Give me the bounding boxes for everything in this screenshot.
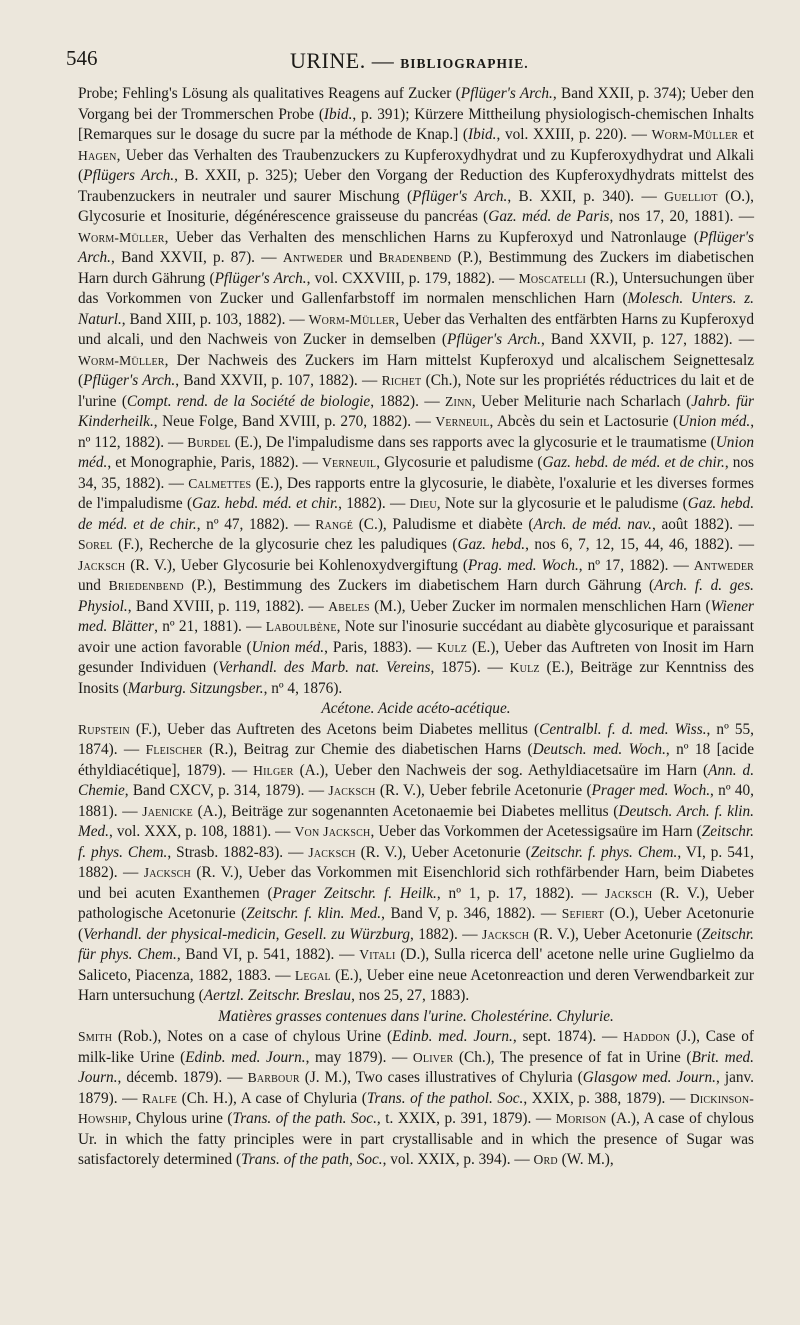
journal-title: Zeitschr. f. phys. Chem. (530, 843, 678, 861)
citation-text: , nº 18 [acide éthyldiacétique], 1879). — (78, 741, 754, 779)
journal-title: Trans. of the path, Soc. (241, 1151, 383, 1168)
citation-text: , may 1879). — (305, 1048, 413, 1066)
author-name: Worm-Müller (78, 352, 165, 368)
citation-text: (D.), Sulla ricerca dell' acetone nelle urine Guglielmo da Saliceto, Piacenza, 1882, 1883. — (78, 946, 754, 984)
citation-text: , nº 4, 1876). (263, 679, 343, 697)
citation-text: (Rob.), Notes on a case of chylous Urine ( (112, 1028, 393, 1045)
journal-title: Marburg. Sitzungsber. (127, 679, 264, 697)
journal-title: Pflüger's Arch. (447, 331, 541, 348)
author-name: Dieu (409, 496, 437, 511)
citation-text: , nos 6, 7, 12, 15, 44, 46, 1882). — (525, 536, 755, 553)
citation-text: , 1882). — (409, 925, 482, 943)
citation-text: (A.), Ueber den Nachweis der sog. Aethyldiacetsaüre im Harn ( (293, 761, 709, 779)
citation-text: , Glycosurie et paludisme ( (376, 454, 543, 471)
author-name: Hilger (253, 762, 294, 778)
author-name: Jacksch (328, 783, 376, 798)
citation-text: (J.), Case of milk-like Urine ( (78, 1028, 754, 1066)
journal-title: Pflügers Arch. (83, 167, 175, 184)
author-name: Kulz (509, 660, 540, 675)
author-name: Fleischer (145, 742, 203, 757)
citation-text: , 1875). — (430, 659, 510, 676)
citation-text: , nos 17, 20, 1881). — (609, 208, 754, 225)
author-name: Burdel (187, 434, 231, 450)
bibliography-paragraph-chyluria (78, 1027, 754, 1171)
author-name: Worm-Müller (308, 311, 396, 327)
citation-text: (R.), Beitrag zur Chemie des diabetischen Harns ( (202, 741, 533, 758)
journal-title: Brit. med. Journ. (78, 1048, 754, 1086)
section-title-fats: Matières grasses contenues dans l'urine. Cholestérine. Chylurie. (218, 1007, 614, 1025)
running-title: URINE. (290, 48, 366, 73)
author-name: Zinn (445, 393, 472, 409)
journal-title: Arch. de méd. nav. (533, 515, 652, 533)
journal-title: Zeitschr. für phys. Chem. (78, 925, 754, 963)
citation-text: , sept. 1874). — (512, 1028, 624, 1045)
citation-text: , Band XXVII, p. 107, 1882). — (175, 372, 382, 389)
journal-title: Deutsch. Arch. f. klin. Med. (78, 802, 754, 840)
journal-title: Zeitschr. f. phys. Chem. (78, 823, 754, 861)
journal-title: Pflüger's Arch. (78, 228, 754, 266)
author-name: Worm-Müller (651, 127, 739, 142)
citation-text: (R. V.), Ueber Acetonurie ( (355, 843, 531, 861)
journal-title: Ann. d. Chemie (78, 761, 755, 799)
citation-text: , Band XXVII, p. 87). — (111, 249, 283, 266)
author-name: Jaenicke (142, 803, 193, 819)
citation-text: , Note sur la glycosurie et le paludisme ( (436, 495, 688, 512)
section-title-acetone: Acétone. Acide acéto-acétique. (321, 700, 511, 717)
citation-text: (F.), Recherche de la glycosurie chez les paludiques ( (112, 536, 458, 553)
author-name: Jacksch (605, 885, 653, 901)
bibliography-paragraph-sugar (78, 84, 754, 699)
citation-text: , Ueber Meliturie nach Scharlach ( (471, 392, 692, 410)
author-name: Vitali (359, 947, 396, 962)
author-name: Moscatelli (518, 270, 586, 286)
citation-text: , Band XXII, p. 374); Ueber den Vorgang bei der Trommerschen Probe ( (78, 85, 754, 123)
citation-text: (A.), A case of chylous Ur. in which the fatty principles were in part crystallisable and in which the presence of Sugar was satisfactorely determined ( (78, 1110, 754, 1168)
citation-text: , Ueber das Verhalten des entfärbten Harns zu Kupferoxyd und alcali, und den Nachweis von Zucker in demselben ( (78, 310, 754, 348)
citation-text: (R. V.), Ueber febrile Acetonurie ( (375, 782, 592, 799)
author-name: Haddon (623, 1029, 671, 1044)
citation-text: (F.), Ueber das Auftreten des Acetons beim Diabetes mellitus ( (129, 720, 540, 738)
journal-title: Gaz. hebd. de méd. et de chir. (78, 495, 755, 533)
author-name: Antweder (693, 557, 754, 573)
citation-text: , 1882). — (370, 392, 446, 410)
citation-text: et (738, 126, 754, 143)
citation-text: , Note sur l'inosurie succédant au diabète glycosurique et paraissant avoir une action favorable ( (78, 618, 755, 656)
citation-text: (E.), Beiträge zur Kenntniss des Inosits ( (78, 659, 754, 697)
citation-text: und (343, 249, 379, 266)
journal-title: Trans. of the path. Soc. (232, 1110, 377, 1127)
journal-title: Glasgow med. Journ. (582, 1069, 716, 1086)
citation-text: , nº 47, 1882). — (196, 515, 316, 533)
journal-title: Edinb. med. Journ. (185, 1048, 306, 1066)
citation-text: (W. M.), (557, 1151, 614, 1168)
running-subtitle: BIBLIOGRAPHIE. (400, 56, 529, 71)
running-head (290, 48, 529, 74)
author-name: Oliver (412, 1049, 454, 1065)
author-name: Ralfe (142, 1090, 178, 1106)
journal-title: Arch. f. d. ges. Physiol. (78, 577, 754, 615)
citation-text: Probe; Fehling's Lösung als qualitatives Reagens auf Zucker ( (78, 85, 461, 102)
page-number: 546 (66, 46, 98, 70)
citation-text: , vol. CXXVIII, p. 179, 1882). — (306, 269, 519, 287)
citation-text: , nos 34, 35, 1882). — (78, 454, 754, 492)
citation-text: , p. 391); Kürzere Mittheilung physiologisch-chemischen Inhalts [Remarques sur le dosage du sucre par la méthode de Knap.] ( (78, 105, 755, 143)
citation-text: , Paris, 1883). — (324, 638, 438, 656)
citation-text: (P.), Bestimmung des Zuckers im diabetischen Harn durch Gährung ( (78, 249, 754, 287)
author-name: Morison (555, 1111, 607, 1126)
citation-text: , Band VI, p. 541, 1882). — (176, 946, 360, 963)
author-name: Jacksch (143, 865, 191, 880)
journal-title: Pflüger's Arch. (460, 85, 553, 102)
citation-text: (R. V.), Ueber Glycosurie bei Kohlenoxydvergiftung ( (125, 556, 468, 574)
citation-text: , vol. XXIII, p. 220). — (496, 126, 652, 143)
author-name: Barbour (247, 1070, 300, 1085)
author-name: Verneuil (322, 455, 377, 470)
citation-text: , Band V, p. 346, 1882). — (381, 905, 562, 922)
citation-text: , Ueber das Verhalten des menschlichen Harns zu Kupferoxyd und Natronlauge ( (164, 228, 699, 246)
journal-title: Prager med. Woch. (591, 782, 711, 799)
citation-text: (J. M.), Two cases illustratives of Chyluria ( (299, 1069, 583, 1086)
citation-text: , décemb. 1879). — (117, 1069, 248, 1086)
citation-text: , nº 1, p. 17, 1882). — (436, 884, 606, 902)
citation-text: , Chylous urine ( (127, 1110, 233, 1127)
author-name: Smith (78, 1029, 113, 1044)
citation-text: , Strasb. 1882-83). — (167, 843, 309, 861)
author-name: Calmettes (188, 475, 252, 491)
author-name: Abeles (328, 598, 370, 614)
citation-text: (Ch.), The presence of fat in Urine ( (453, 1048, 692, 1066)
journal-title: Prager Zeitschr. f. Heilk. (272, 884, 437, 902)
author-name: Jacksch (308, 844, 356, 860)
citation-text: , et Monographie, Paris, 1882). — (107, 454, 323, 471)
citation-text: (O.), Glycosurie et Inositurie, dégénérescence graisseuse du pancréas ( (78, 187, 754, 225)
author-name: Bradenbend (378, 250, 452, 265)
citation-text: (A.), Beiträge zur sogenannten Acetonaemie bei Diabetes mellitus ( (192, 802, 619, 820)
running-dash: — (365, 48, 401, 73)
journal-title: Pflüger's Arch. (83, 372, 176, 389)
citation-text: , nº 40, 1881). — (78, 782, 754, 820)
citation-text: , Ueber das Verhalten des Traubenzuckers zu Kupferoxydhydrat und zu Kupferoxydhydrat und Alkali ( (78, 146, 754, 184)
citation-text: (Ch.), Note sur les propriétés réductrices du lait et de l'urine ( (78, 372, 754, 410)
author-name: Briedenbend (108, 578, 184, 593)
author-name: Ord (533, 1152, 558, 1167)
journal-title: Compt. rend. de la Société de biologie (126, 392, 371, 410)
citation-text: (E.), Ueber eine neue Acetonreaction und deren Verwendbarkeit zur Harn untersuchung ( (78, 966, 755, 1004)
journal-title: Pflüger's Arch. (412, 187, 508, 205)
citation-text: , B. XXII, p. 325); Ueber den Vorgang der Reduction des Kupferoxydhydrats mittelst des Traubenzuckers in neutraler und saurer Mischung ( (78, 167, 754, 205)
journal-title: Union méd. (251, 638, 325, 656)
citation-text: , Neue Folge, Band XVIII, p. 270, 1882). — (153, 413, 436, 430)
citation-text: (R. V.), Ueber Acetonurie ( (529, 925, 702, 943)
journal-title: Aertzl. Zeitschr. Breslau (203, 987, 352, 1004)
citation-text: , nº 21, 1881). — (154, 618, 266, 635)
author-name: Hagen (78, 147, 117, 163)
citation-text: , vol. XXIX, p. 394). — (382, 1151, 534, 1168)
journal-title: Gaz. hebd. méd. et chir. (192, 495, 339, 512)
author-name: Antweder (282, 250, 344, 265)
journal-title: Union méd. (78, 433, 754, 471)
journal-title: Verhandl. der physical-medicin, Gesell. zu Würzburg (83, 925, 410, 943)
citation-text: (R.), Untersuchungen über das Vorkommen von Zucker und Gallenfarbstoff im normalen menschlichen Harn ( (78, 269, 754, 307)
author-name: Dickinson-Howship (78, 1090, 754, 1126)
citation-text: , nos 25, 27, 1883). (351, 987, 470, 1004)
journal-title: Molesch. Unters. z. Naturl. (78, 290, 754, 328)
author-name: Guelliot (664, 188, 718, 204)
citation-text: , Der Nachweis des Zuckers im Harn mittelst Kupferoxyd und alcalischem Seignettesalz ( (78, 351, 754, 389)
journal-title: Deutsch. med. Woch. (532, 741, 666, 758)
citation-text: , VI, p. 541, 1882). — (78, 843, 754, 881)
citation-text: (R. V.), Ueber pathologische Acetonurie ( (78, 884, 754, 922)
citation-text: , Band XIII, p. 103, 1882). — (121, 310, 309, 328)
author-name: Von Jacksch (294, 824, 371, 839)
journal-title: Verhandl. des Marb. nat. Vereins (218, 659, 431, 676)
bibliography-paragraph-acetone (78, 720, 754, 1007)
author-name: Rangé (315, 516, 354, 532)
journal-title: Ibid. (468, 126, 497, 143)
journal-title: Wiener med. Blätter (78, 597, 754, 635)
journal-title: Ibid. (323, 105, 353, 123)
citation-text: , nº 55, 1874). — (78, 720, 754, 758)
citation-text: (E.), De l'impaludisme dans ses rapports avec la glycosurie et le traumatisme ( (230, 433, 716, 451)
author-name: Worm-Müller (78, 229, 165, 245)
citation-text: (Ch. H.), A case of Chyluria ( (177, 1089, 367, 1107)
journal-title: Gaz. hebd. (457, 536, 526, 553)
citation-text: , vol. XXX, p. 108, 1881). — (109, 823, 295, 840)
citation-text: , Ueber das Vorkommen der Acetessigsaüre im Harn ( (370, 823, 702, 840)
journal-title: Zeitschr. f. klin. Med. (246, 905, 382, 922)
citation-text: (P.), Bestimmung des Zuckers im diabetischem Harn durch Gährung ( (183, 577, 655, 594)
citation-text: , août 1882). — (652, 515, 754, 533)
citation-text: (M.), Ueber Zucker im normalen menschlichen Harn ( (369, 597, 711, 615)
journal-title: Centralbl. f. d. med. Wiss. (539, 720, 707, 738)
page-header (66, 40, 754, 84)
citation-text: (E.), Ueber das Auftreten von Inosit im Harn gesunder Individuen ( (78, 638, 754, 676)
citation-text: , Band XVIII, p. 119, 1882). — (127, 597, 329, 615)
author-name: Kulz (437, 639, 468, 655)
citation-text: , Abcès du sein et Lactosurie ( (489, 413, 679, 430)
author-name: Sefiert (561, 906, 604, 921)
author-name: Sorel (78, 537, 113, 552)
citation-text: , 1882). — (338, 495, 410, 512)
journal-title: Union méd. (678, 413, 751, 430)
author-name: Rupstein (78, 721, 130, 737)
citation-text: , t. XXIX, p. 391, 1879). — (376, 1110, 556, 1127)
citation-text: (R. V.), Ueber das Vorkommen mit Eisenchlorid sich rothfärbender Harn, beim Diabetes und bei acuten Exanthemen ( (78, 864, 754, 902)
author-name: Legal (294, 967, 331, 983)
journal-title: Gaz. hebd. de méd. et de chir. (542, 454, 725, 471)
citation-text: , janv. 1879). — (78, 1069, 754, 1107)
citation-text: , Band CXCV, p. 314, 1879). — (124, 782, 329, 799)
citation-text: , nº 112, 1882). — (78, 413, 755, 451)
journal-title: Gaz. méd. de Paris (488, 208, 610, 225)
citation-text: , nº 17, 1882). — (578, 556, 694, 574)
citation-text: , Band XXVII, p. 127, 1882). — (540, 331, 754, 348)
journal-title: Pflüger's Arch. (214, 269, 307, 287)
citation-text: und (78, 577, 109, 594)
journal-title: Prag. med. Woch. (467, 556, 579, 574)
citation-text: (E.), Des rapports entre la glycosurie, le diabète, l'oxalurie et les diverses formes de l'impaludisme ( (78, 474, 754, 512)
author-name: Verneuil (435, 414, 490, 429)
author-name: Jacksch (78, 557, 126, 573)
citation-text: , XXIX, p. 388, 1879). — (523, 1089, 690, 1107)
citation-text: (O.), Ueber Acetonurie ( (78, 905, 754, 943)
citation-text: , B. XXII, p. 340). — (507, 187, 665, 205)
author-name: Laboulbène (265, 619, 337, 634)
author-name: Richet (381, 373, 422, 388)
journal-title: Edinb. med. Journ. (392, 1028, 513, 1045)
journal-title: Jahrb. für Kinderheilk. (78, 392, 754, 430)
journal-title: Trans. of the pathol. Soc. (366, 1089, 524, 1107)
citation-text: (C.), Paludisme et diabète ( (353, 515, 534, 533)
author-name: Jacksch (481, 926, 530, 942)
